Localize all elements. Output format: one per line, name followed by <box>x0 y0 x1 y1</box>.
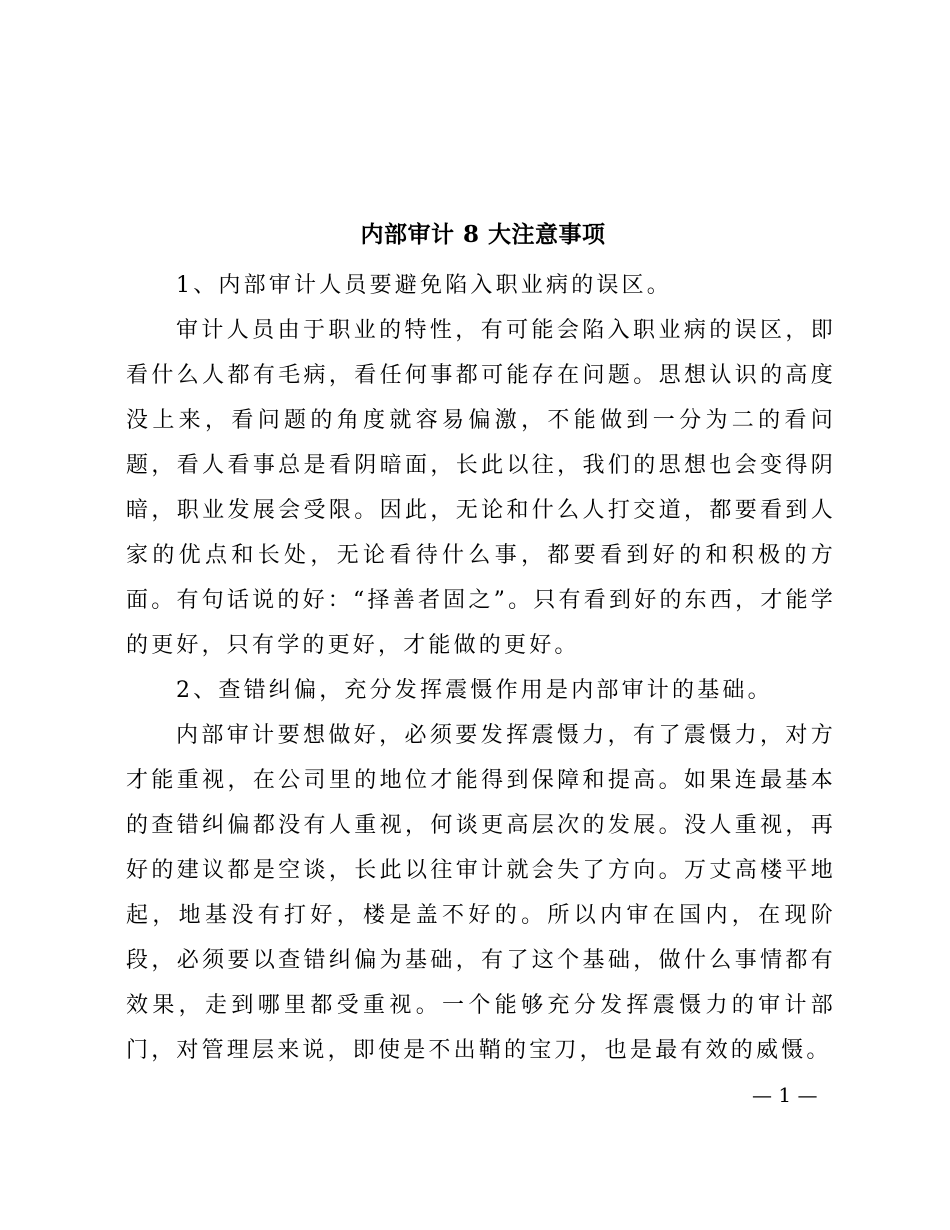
page-number: — 1 — <box>752 1083 818 1107</box>
document-body <box>126 263 836 1073</box>
document-title: 内部审计 8 大注意事项 <box>360 221 606 248</box>
paragraph-point-1: 审计人员由于职业的特性，有可能会陷入职业病的误区，即看什么人都有毛病，看任何事都可能存在问题。思想认识的高度没上来，看问题的角度就容易偏激，不能做到一分为二的看问题，看人看事总是看阴暗面，长此以往，我们的思想也会变得阴暗，职业发展会受限。因此，无论和什么人打交道，都要看到人家的优点和长处，无论看待什么事，都要看到好的和积极的方面。有句话说的好：“择善者固之”。只有看到好的东西，才能学的更好，只有学的更好，才能做的更好。 <box>126 318 836 658</box>
paragraph-point-2: 内部审计要想做好，必须要发挥震慑力，有了震慑力，对方才能重视，在公司里的地位才能得到保障和提高。如果连最基本的查错纠偏都没有人重视，何谈更高层次的发展。没人重视，再好的建议都是空谈，长此以往审计就会失了方向。万丈高楼平地起，地基没有打好，楼是盖不好的。所以内审在国内，在现阶段，必须要以查错纠偏为基础，有了这个基础，做什么事情都有效果，走到哪里都受重视。一个能够充分发挥震慑力的审计部门，对管理层来说，即使是不出鞘的宝刀，也是最有效的威慑。 <box>126 723 836 1063</box>
heading-point-2: 2、查错纠偏，充分发挥震慑作用是内部审计的基础。 <box>176 678 773 703</box>
heading-point-1: 1、内部审计人员要避免陷入职业病的误区。 <box>176 273 672 298</box>
